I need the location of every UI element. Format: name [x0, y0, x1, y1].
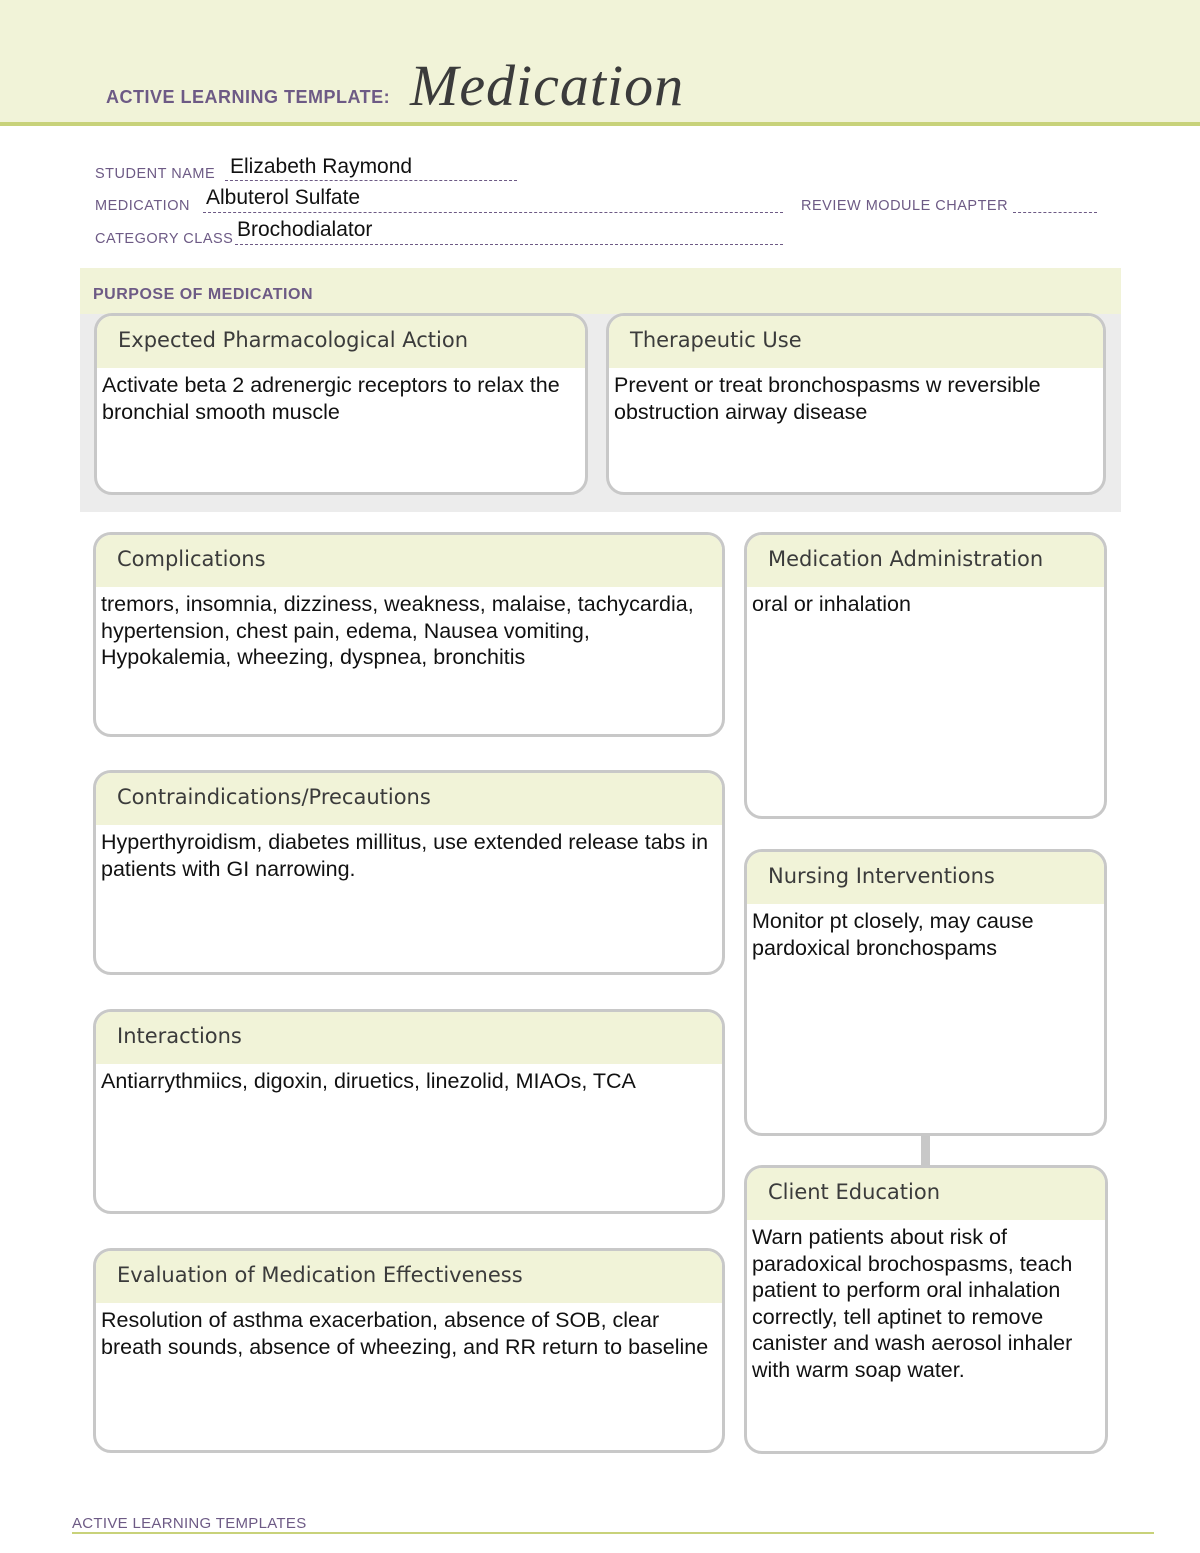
evaluation-heading: Evaluation of Medication Effectiveness — [96, 1251, 722, 1303]
evaluation-card — [93, 1248, 725, 1453]
category-class-field[interactable]: Brochodialator — [237, 218, 373, 241]
client-education-card — [744, 1165, 1108, 1454]
therapeutic-use-card — [606, 313, 1106, 495]
interactions-heading: Interactions — [96, 1012, 722, 1064]
medication-administration-text[interactable]: oral or inhalation — [752, 592, 911, 616]
contraindications-heading: Contraindications/Precautions — [96, 773, 722, 825]
interactions-card — [93, 1009, 725, 1214]
therapeutic-use-heading: Therapeutic Use — [609, 316, 1103, 368]
category-class-line — [235, 244, 783, 245]
header-rule — [0, 122, 1200, 126]
expected-action-card — [94, 313, 588, 495]
footer-label: ACTIVE LEARNING TEMPLATES — [72, 1515, 307, 1532]
medication-administration-card — [744, 532, 1107, 819]
review-module-label: REVIEW MODULE CHAPTER — [801, 198, 1009, 214]
evaluation-text[interactable]: Resolution of asthma exacerbation, absence of SOB, clear breath sounds, absence of wheezing, and RR return to baseline — [101, 1308, 709, 1359]
review-module-line — [1013, 212, 1097, 213]
therapeutic-use-text[interactable]: Prevent or treat bronchospasms w reversible obstruction airway disease — [614, 373, 1041, 424]
medication-field[interactable]: Albuterol Sulfate — [206, 186, 361, 209]
expected-action-text[interactable]: Activate beta 2 adrenergic receptors to relax the bronchial smooth muscle — [102, 373, 560, 424]
complications-heading: Complications — [96, 535, 722, 587]
card-connector — [921, 1135, 930, 1166]
category-class-label: CATEGORY CLASS — [95, 231, 234, 247]
medication-line — [203, 212, 783, 213]
student-name-line — [225, 180, 517, 181]
contraindications-card — [93, 770, 725, 975]
purpose-title: PURPOSE OF MEDICATION — [93, 286, 313, 303]
nursing-interventions-card — [744, 849, 1107, 1136]
client-education-heading: Client Education — [747, 1168, 1105, 1220]
medication-label: MEDICATION — [95, 198, 190, 214]
client-education-text[interactable]: Warn patients about risk of paradoxical brochospasms, teach patient to perform oral inhalation correctly, tell aptinet to remove canister and wash aerosol inhaler with warm soap water. — [752, 1225, 1073, 1382]
footer-rule — [72, 1532, 1154, 1534]
interactions-text[interactable]: Antiarrythmiics, digoxin, diruetics, linezolid, MIAOs, TCA — [101, 1069, 636, 1093]
student-name-label: STUDENT NAME — [95, 166, 216, 182]
complications-text[interactable]: tremors, insomnia, dizziness, weakness, malaise, tachycardia, hypertension, chest pain, edema, Nausea vomiting, Hypokalemia, wheezing, dyspnea, bronchitis — [101, 592, 694, 669]
student-name-field[interactable]: Elizabeth Raymond — [230, 155, 413, 178]
expected-action-heading: Expected Pharmacological Action — [97, 316, 585, 368]
medication-administration-heading: Medication Administration — [747, 535, 1104, 587]
nursing-interventions-text[interactable]: Monitor pt closely, may cause pardoxical bronchospams — [752, 909, 1034, 960]
template-label: ACTIVE LEARNING TEMPLATE: — [106, 87, 391, 107]
page-title: Medication — [410, 53, 685, 118]
contraindications-text[interactable]: Hyperthyroidism, diabetes millitus, use extended release tabs in patients with GI narrowing. — [101, 830, 709, 881]
complications-card — [93, 532, 725, 737]
nursing-interventions-heading: Nursing Interventions — [747, 852, 1104, 904]
